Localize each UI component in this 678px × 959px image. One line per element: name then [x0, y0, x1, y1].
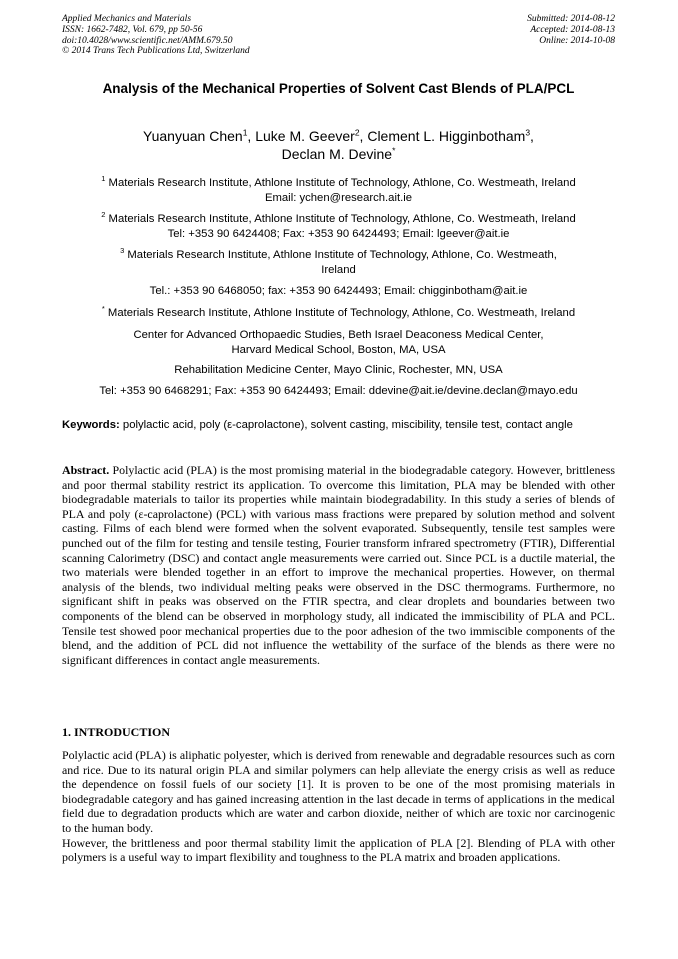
affiliation-text: Materials Research Institute, Athlone Institute of Technology, Athlone, Co. Westmeath, Ireland — [108, 213, 576, 225]
affiliation-text: Rehabilitation Medicine Center, Mayo Clinic, Rochester, MN, USA — [174, 364, 503, 376]
copyright: © 2014 Trans Tech Publications Ltd, Switzerland — [62, 46, 250, 57]
author-separator: , — [247, 128, 256, 144]
online-date: Online: 2014-10-08 — [539, 35, 615, 46]
journal-name: Applied Mechanics and Materials — [62, 14, 192, 24]
affiliation-text: Center for Advanced Orthopaedic Studies, Beth Israel Deaconess Medical Center, — [133, 329, 544, 341]
affiliation-text: Materials Research Institute, Athlone Institute of Technology, Athlone, Co. Westmeath, Ireland — [107, 307, 576, 319]
keywords-text: polylactic acid, poly (ε-caprolactone), solvent casting, miscibility, tensile test, contact angle — [122, 419, 573, 431]
abstract — [62, 463, 615, 667]
affiliation-text: Materials Research Institute, Athlone Institute of Technology, Athlone, Co. Westmeath, — [127, 249, 557, 261]
submitted-date: Submitted: 2014-08-12 — [527, 14, 615, 24]
keywords — [62, 418, 615, 433]
author-separator: , — [359, 128, 368, 144]
abstract-text: Polylactic acid (PLA) is the most promising material in the biodegradable category. However, brittleness and poor thermal stability restrict its application. To overcome this limitation, PLA may be blended with other biodegradable materials to tailor its properties while maintain biodegradability. In this study a series of blends of PLA and poly (ε-caprolactone) (PCL) with various mass fractions were prepared by solution method and solvent casting. Films of each blend were formed when the solvent evaporated. Subsequently, tensile test samples were punched out of the film for testing and tensile testing, Fourier transform infrared spectrometry (FTIR), Differential scanning Calorimetry (DSC) and contact angle measurements were carried out. Since PCL is a ductile material, the two materials were blended together in an effort to improve the mechanical properties. However, on thermal analysis of the blends, two individual melting peaks were observed in the DSC thermograms. Furthermore, no significant shift in peaks was observed on the FTIR spectra, and clear droplets and boundaries between two components of the blend can be observed in morphology study, all indicated the immiscibility of PLA and PCL. Tensile test showed poor mechanical properties due to the poor adhesion of the two immiscible components of the blend, and the addition of PCL did not influence the wettability of the surface of the blends as there were no significant differences in contact angle measurements. — [62, 463, 615, 667]
author-name: Luke M. Geever — [255, 128, 355, 144]
affiliation-contact: Tel.: +353 90 6468050; fax: +353 90 6424493; Email: chigginbotham@ait.ie — [149, 285, 528, 297]
affiliation-mark: 2 — [101, 210, 106, 220]
affiliation-3 — [62, 248, 615, 277]
affiliation-corresponding-contact — [62, 384, 615, 399]
author-name: Yuanyuan Chen — [143, 128, 243, 144]
author-mark: 3 — [525, 127, 531, 138]
author-separator: , — [530, 128, 534, 144]
affiliation-text-cont: Ireland — [321, 263, 356, 276]
author-mark: * — [392, 145, 396, 156]
abstract-label: Abstract. — [62, 463, 110, 477]
doi: doi:10.4028/www.scientific.net/AMM.679.50 — [62, 35, 233, 46]
affiliation-corresponding-2 — [62, 328, 615, 357]
affiliation-contact: Tel: +353 90 6468291; Fax: +353 90 6424493; Email: ddevine@ait.ie/devine.declan@mayo.edu — [99, 385, 578, 397]
author-list — [62, 127, 615, 163]
author-name: Clement L. Higginbotham — [367, 128, 526, 144]
accepted-date: Accepted: 2014-08-13 — [530, 24, 615, 35]
affiliation-1 — [62, 176, 615, 205]
author-mark: 1 — [242, 127, 248, 138]
affiliation-contact: Tel: +353 90 6424408; Fax: +353 90 6424493; Email: lgeever@ait.ie — [167, 227, 510, 240]
affiliation-mark: 1 — [101, 174, 106, 184]
affiliation-text: Materials Research Institute, Athlone Institute of Technology, Athlone, Co. Westmeath, Ireland — [108, 177, 576, 189]
introduction-body — [62, 748, 615, 865]
author-mark: 2 — [354, 127, 360, 138]
affiliation-2 — [62, 212, 615, 241]
affiliation-corresponding-3 — [62, 363, 615, 378]
introduction-paragraph: Polylactic acid (PLA) is aliphatic polyester, which is derived from renewable and degradable resources such as corn and rice. Due to its natural origin PLA and similar polymers can help alleviate the energy crisis as well as reduce the dependence on fossil fuels of our society [1]. It is proven to be one of the most promising materials in biodegradable category and has gained increasing attention in the last decade in terms of applications in the medical field due to degradation products which are water and carbon dioxide, neither of which are toxic nor carcinogenic to the human body. — [62, 748, 615, 835]
affiliation-email: Email: ychen@research.ait.ie — [264, 191, 413, 204]
affiliation-text-cont: Harvard Medical School, Boston, MA, USA — [231, 343, 446, 356]
section-heading-introduction: 1. INTRODUCTION — [62, 725, 171, 739]
introduction-paragraph: However, the brittleness and poor thermal stability limit the application of PLA [2]. Blending of PLA with other polymers is a useful way to impart flexibility and toughness to the PLA matrix and broaden applications. — [62, 835, 615, 865]
affiliation-3-contact — [62, 284, 615, 299]
paper-title: Analysis of the Mechanical Properties of Solvent Cast Blends of PLA/PCL — [102, 81, 575, 96]
dates-header — [527, 14, 615, 46]
affiliation-mark: * — [101, 304, 105, 314]
author-name: Declan M. Devine — [281, 146, 393, 162]
issn-volume: ISSN: 1662-7482, Vol. 679, pp 50-56 — [62, 24, 203, 35]
affiliation-mark: 3 — [120, 246, 125, 256]
affiliation-corresponding — [62, 306, 615, 321]
keywords-label: Keywords: — [62, 419, 120, 431]
journal-header — [62, 14, 250, 57]
